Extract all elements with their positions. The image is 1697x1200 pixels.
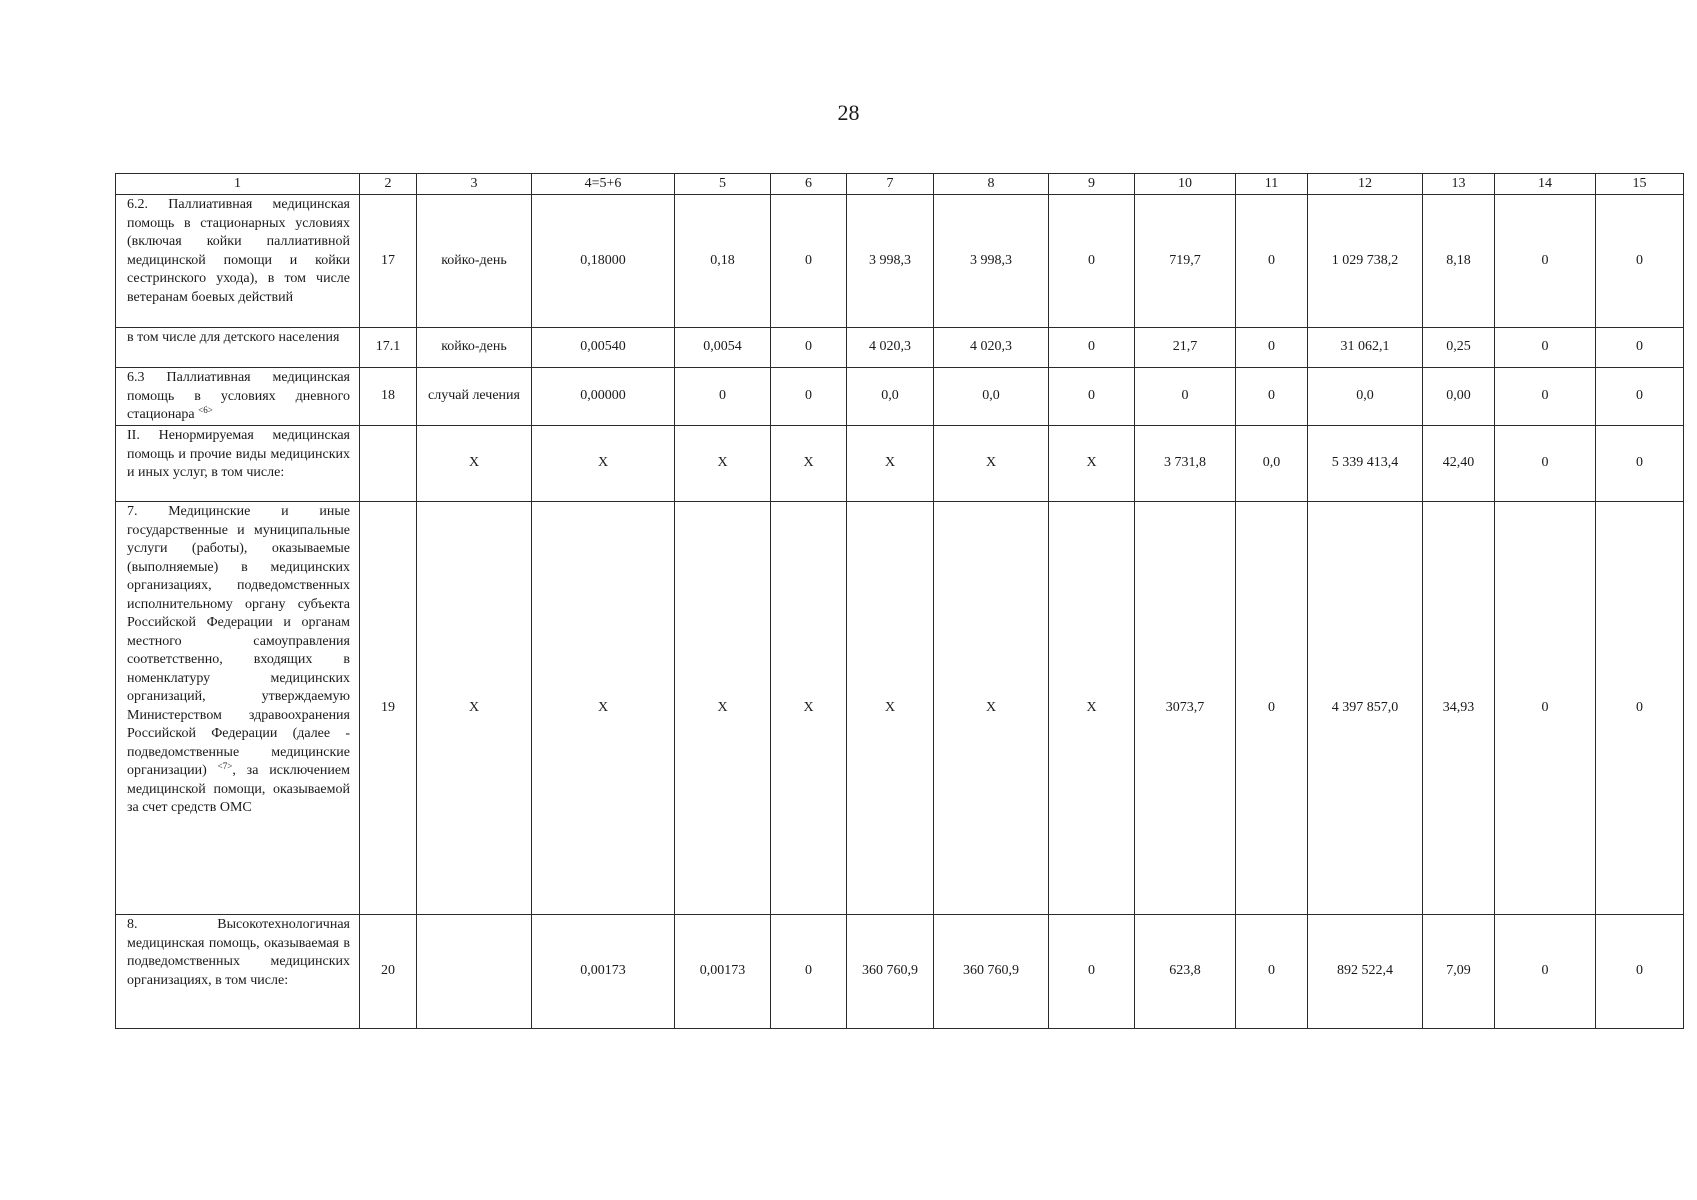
column-header: 12	[1308, 174, 1423, 195]
table-cell: 0	[1236, 915, 1308, 1029]
table-cell: 0,00000	[532, 368, 675, 426]
table-cell	[417, 915, 532, 1029]
table-cell: 3 998,3	[934, 195, 1049, 328]
row-description	[116, 368, 360, 426]
row-description	[116, 502, 360, 915]
table-cell: 0	[1596, 368, 1684, 426]
column-header: 1	[116, 174, 360, 195]
table-cell: 0	[675, 368, 771, 426]
table-cell: койко-день	[417, 328, 532, 368]
column-header: 9	[1049, 174, 1135, 195]
table-cell: X	[1049, 426, 1135, 502]
footnote-ref: <7>	[217, 761, 233, 771]
row-description: II. Ненормируемая медицинская помощь и прочие виды медицинских и иных услуг, в том числе:	[116, 426, 360, 502]
table-cell: X	[675, 426, 771, 502]
table-cell: 0	[1236, 502, 1308, 915]
table-cell: 0	[1236, 328, 1308, 368]
table-cell: 0	[771, 195, 847, 328]
table-cell: 0,00173	[532, 915, 675, 1029]
table-cell: 719,7	[1135, 195, 1236, 328]
table-cell: 4 020,3	[847, 328, 934, 368]
table-cell: X	[771, 426, 847, 502]
row-description: в том числе для детского населения	[116, 328, 360, 368]
column-header: 15	[1596, 174, 1684, 195]
column-header: 6	[771, 174, 847, 195]
table-cell: 3 731,8	[1135, 426, 1236, 502]
column-header: 4=5+6	[532, 174, 675, 195]
column-header: 5	[675, 174, 771, 195]
table-cell: 31 062,1	[1308, 328, 1423, 368]
table-cell: 5 339 413,4	[1308, 426, 1423, 502]
table-cell: 8,18	[1423, 195, 1495, 328]
financing-table	[115, 173, 1684, 1029]
table-cell: 3073,7	[1135, 502, 1236, 915]
table-cell: 0,18	[675, 195, 771, 328]
table-cell: 0,0	[934, 368, 1049, 426]
table-cell: 0	[1495, 426, 1596, 502]
table-cell: 0	[1049, 195, 1135, 328]
table-cell: 0,25	[1423, 328, 1495, 368]
table-cell: 0,00540	[532, 328, 675, 368]
table-cell: X	[1049, 502, 1135, 915]
table-cell: 0	[771, 915, 847, 1029]
table-cell: 19	[360, 502, 417, 915]
table-cell: X	[532, 426, 675, 502]
table-cell: 4 020,3	[934, 328, 1049, 368]
table-cell: 17.1	[360, 328, 417, 368]
page-number: 28	[837, 100, 860, 125]
table-cell: 0	[1596, 502, 1684, 915]
table-cell: 0	[1135, 368, 1236, 426]
row-description-text: 7. Медицинские и иные государственные и муниципальные услуги (работы), оказываемые (выполняемые) в медицинских организациях, подведомственных исполнительному органу субъекта Российской Федерации и органам местного самоуправления соответственно, входящих в номенклатуру медицинских организаций, утверждаемую Министерством здравоохранения Российской Федерации (далее - подведомственные медицинские организации)	[127, 504, 350, 778]
column-number-row	[116, 174, 1684, 195]
table-cell: X	[417, 502, 532, 915]
table-cell: 42,40	[1423, 426, 1495, 502]
table-cell: 34,93	[1423, 502, 1495, 915]
row-description: 8. Высокотехнологичная медицинская помощь, оказываемая в подведомственных медицинских организациях, в том числе:	[116, 915, 360, 1029]
table-cell: X	[771, 502, 847, 915]
table-cell: случай лечения	[417, 368, 532, 426]
table-cell: 360 760,9	[934, 915, 1049, 1029]
table-cell: 360 760,9	[847, 915, 934, 1029]
row-description: 6.2. Паллиативная медицинская помощь в стационарных условиях (включая койки паллиативной медицинской помощи и койки сестринского ухода), в том числе ветеранам боевых действий	[116, 195, 360, 328]
table-cell: X	[675, 502, 771, 915]
table-cell: 0,18000	[532, 195, 675, 328]
table-cell: 20	[360, 915, 417, 1029]
table-cell: 892 522,4	[1308, 915, 1423, 1029]
table-cell: 0	[1495, 328, 1596, 368]
column-header: 2	[360, 174, 417, 195]
table-cell: 0	[1236, 368, 1308, 426]
table-cell: 0	[1596, 195, 1684, 328]
footnote-ref: <6>	[198, 405, 213, 415]
table-cell: X	[934, 502, 1049, 915]
table-row	[116, 915, 1684, 1029]
column-header: 14	[1495, 174, 1596, 195]
table-cell: 0,0	[1308, 368, 1423, 426]
table-row	[116, 195, 1684, 328]
table-cell: 0	[1495, 368, 1596, 426]
table-cell: койко-день	[417, 195, 532, 328]
table-cell: 0,0	[1236, 426, 1308, 502]
table-cell: 0	[771, 368, 847, 426]
table-cell: 0	[1049, 368, 1135, 426]
table-cell: 0,00	[1423, 368, 1495, 426]
table-cell: 0	[1596, 328, 1684, 368]
table-cell: 0,0054	[675, 328, 771, 368]
row-description-text: 6.3 Паллиативная медицинская помощь в условиях дневного стационара	[127, 370, 350, 422]
table-cell: X	[847, 502, 934, 915]
table-cell: X	[934, 426, 1049, 502]
table-cell: 623,8	[1135, 915, 1236, 1029]
table-cell	[360, 426, 417, 502]
column-header: 11	[1236, 174, 1308, 195]
table-cell: X	[847, 426, 934, 502]
table-cell: 0	[1049, 915, 1135, 1029]
table-cell: 0	[771, 328, 847, 368]
table-cell: 0	[1596, 915, 1684, 1029]
table-cell: 0	[1596, 426, 1684, 502]
table-row	[116, 368, 1684, 426]
table-cell: 0,0	[847, 368, 934, 426]
column-header: 13	[1423, 174, 1495, 195]
table-row	[116, 502, 1684, 915]
table-cell: 1 029 738,2	[1308, 195, 1423, 328]
column-header: 8	[934, 174, 1049, 195]
table-cell: 7,09	[1423, 915, 1495, 1029]
table-cell: 0	[1495, 502, 1596, 915]
table-cell: 3 998,3	[847, 195, 934, 328]
table-cell: 0	[1049, 328, 1135, 368]
column-header: 3	[417, 174, 532, 195]
table-row	[116, 426, 1684, 502]
column-header: 7	[847, 174, 934, 195]
table-cell: 0	[1495, 195, 1596, 328]
table-cell: X	[417, 426, 532, 502]
table-cell: 0	[1495, 915, 1596, 1029]
table-row	[116, 328, 1684, 368]
table-cell: 21,7	[1135, 328, 1236, 368]
table-cell: 0	[1236, 195, 1308, 328]
column-header: 10	[1135, 174, 1236, 195]
table-cell: 18	[360, 368, 417, 426]
table-cell: 17	[360, 195, 417, 328]
table-cell: 4 397 857,0	[1308, 502, 1423, 915]
table-cell: 0,00173	[675, 915, 771, 1029]
row-description-text: , за исключением медицинской помощи, оказываемой за счет средств ОМС	[127, 763, 350, 815]
table-cell: X	[532, 502, 675, 915]
